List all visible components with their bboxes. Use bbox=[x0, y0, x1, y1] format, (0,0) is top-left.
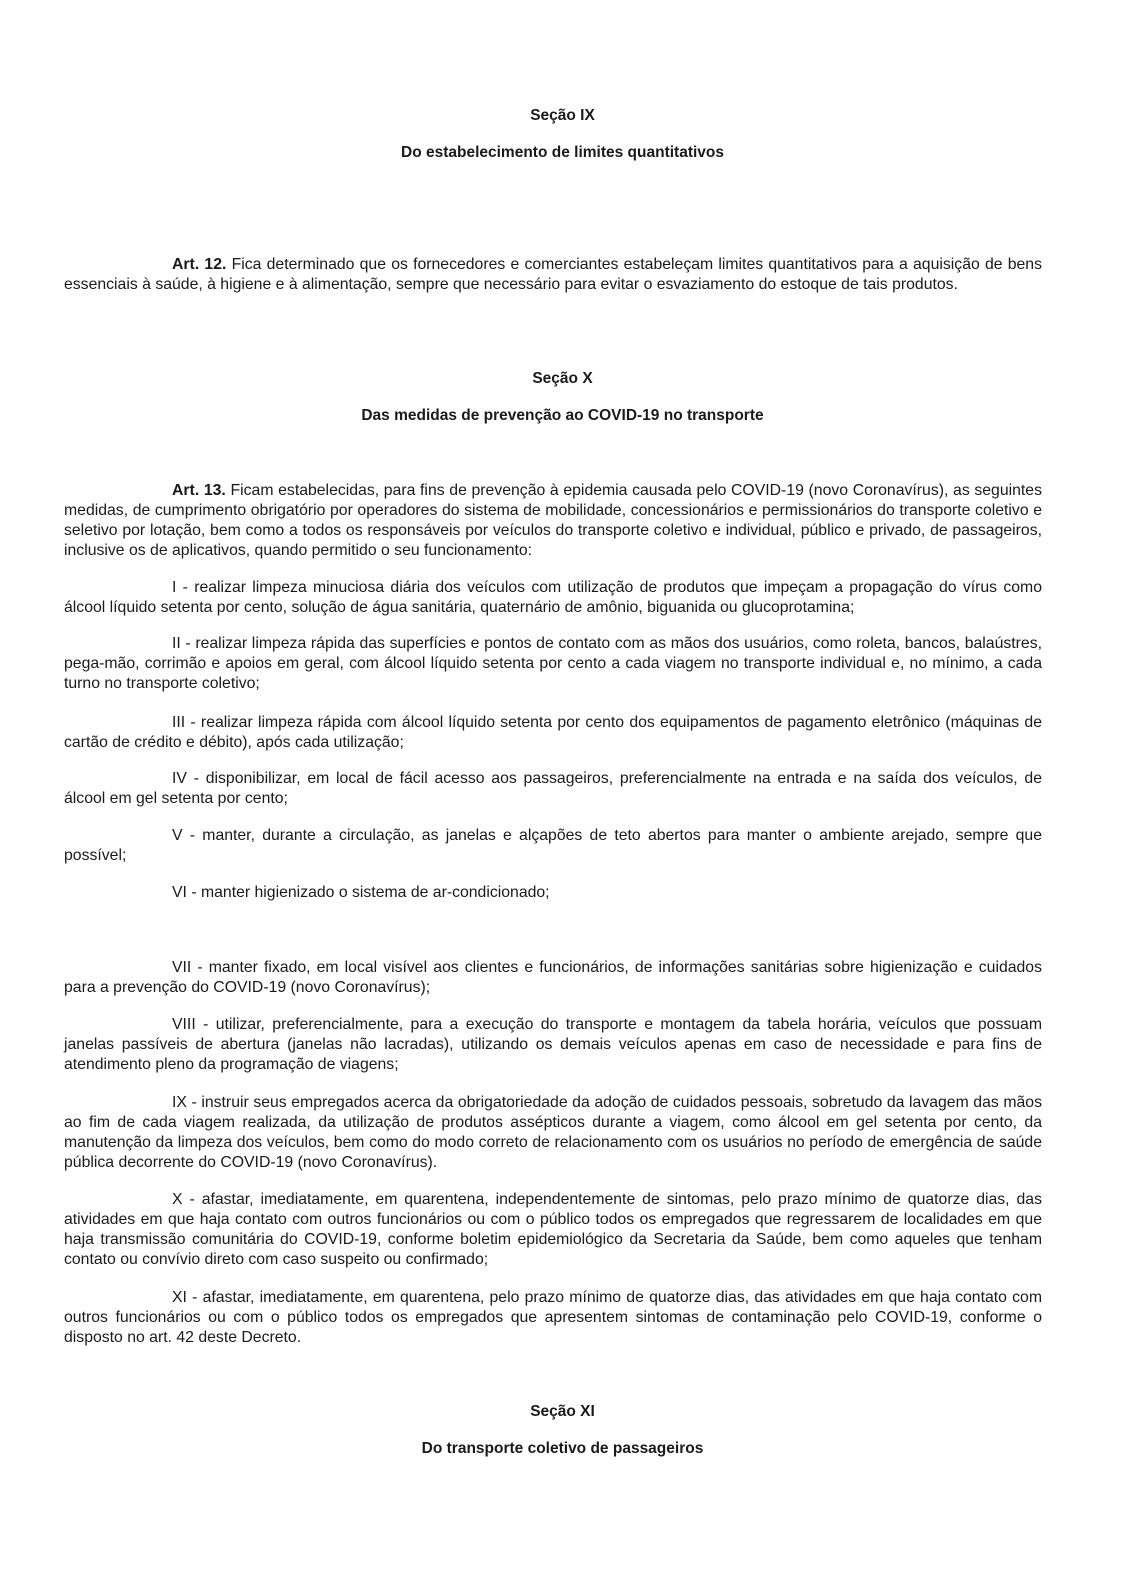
section-xi-title: Seção XI bbox=[530, 1403, 595, 1420]
article-13-text: Ficam estabelecidas, para fins de prevenção à epidemia causada pelo COVID-19 (novo Coronavírus), as seguintes medidas, de cumprimento obrigatório por operadores do sistema de mobilidade, concessionários e permissionários do transporte coletivo e seletivo por lotação, bem como a todos os responsáveis por veículos do transporte coletivo e individual, público e privado, de passageiros, inclusive os de aplicativos, quando permitido o seu funcionamento: bbox=[64, 482, 1042, 559]
section-ix-title: Seção IX bbox=[530, 107, 595, 124]
item-ii: II - realizar limpeza rápida das superfícies e pontos de contato com as mãos dos usuários, como roleta, bancos, balaústres, pega-mão, corrimão e apoios em geral, com álcool líquido setenta por cento a cada viagem no transporte individual e, no mínimo, a cada turno no transporte coletivo; bbox=[64, 635, 1042, 692]
article-12-text: Fica determinado que os fornecedores e comerciantes estabeleçam limites quantitativos para a aquisição de bens essenciais à saúde, à higiene e à alimentação, sempre que necessário para evitar o esvaziamento do estoque de tais produtos. bbox=[64, 256, 1042, 293]
item-i: I - realizar limpeza minuciosa diária dos veículos com utilização de produtos que impeçam a propagação do vírus como álcool líquido setenta por cento, solução de água sanitária, quaternário de amônio, biguanida ou glucoprotamina; bbox=[64, 579, 1042, 616]
item-viii: VIII - utilizar, preferencialmente, para a execução do transporte e montagem da tabela horária, veículos que possuam janelas passíveis de abertura (janelas não lacradas), utilizando os demais veículos apenas em caso de necessidade e para fins de atendimento pleno da programação de viagens; bbox=[64, 1016, 1042, 1073]
section-x-title: Seção X bbox=[532, 370, 593, 387]
item-vi: VI - manter higienizado o sistema de ar-condicionado; bbox=[172, 884, 550, 901]
item-x: X - afastar, imediatamente, em quarentena, independentemente de sintomas, pelo prazo mínimo de quatorze dias, das atividades em que haja contato com outros funcionários ou com o público todos os empregados que regressarem de localidades em que haja transmissão comunitária do COVID-19, conforme boletim epidemiológico da Secretaria da Saúde, bem como aqueles que tenham contato ou convívio direto com caso suspeito ou confirmado; bbox=[64, 1191, 1042, 1268]
section-ix-subtitle: Do estabelecimento de limites quantitativos bbox=[401, 144, 724, 161]
item-v: V - manter, durante a circulação, as janelas e alçapões de teto abertos para manter o ambiente arejado, sempre que possível; bbox=[64, 827, 1042, 864]
item-iv: IV - disponibilizar, em local de fácil acesso aos passageiros, preferencialmente na entrada e na saída dos veículos, de álcool em gel setenta por cento; bbox=[64, 770, 1042, 807]
item-ix: IX - instruir seus empregados acerca da obrigatoriedade da adoção de cuidados pessoais, sobretudo da lavagem das mãos ao fim de cada viagem realizada, da utilização de produtos assépticos durante a viagem, como álcool em gel setenta por cento, da manutenção da limpeza dos veículos, bem como do modo correto de relacionamento com os usuários no período de emergência de saúde pública decorrente do COVID-19 (novo Coronavírus). bbox=[64, 1094, 1042, 1171]
item-iii: III - realizar limpeza rápida com álcool líquido setenta por cento dos equipamentos de pagamento eletrônico (máquinas de cartão de crédito e débito), após cada utilização; bbox=[64, 714, 1042, 751]
article-13-label: Art. 13. bbox=[172, 482, 226, 499]
article-12 bbox=[64, 255, 1042, 295]
item-xi: XI - afastar, imediatamente, em quarentena, pelo prazo mínimo de quatorze dias, das atividades em que haja contato com outros funcionários ou com o público todos os empregados que apresentem sintomas de contaminação pelo COVID-19, conforme o disposto no art. 42 deste Decreto. bbox=[64, 1289, 1042, 1346]
item-vii: VII - manter fixado, em local visível aos clientes e funcionários, de informações sanitárias sobre higienização e cuidados para a prevenção do COVID-19 (novo Coronavírus); bbox=[64, 959, 1042, 996]
section-xi-subtitle: Do transporte coletivo de passageiros bbox=[421, 1440, 704, 1457]
section-x-subtitle: Das medidas de prevenção ao COVID-19 no transporte bbox=[361, 407, 764, 424]
article-13 bbox=[64, 481, 1042, 561]
article-12-label: Art. 12. bbox=[172, 256, 227, 273]
